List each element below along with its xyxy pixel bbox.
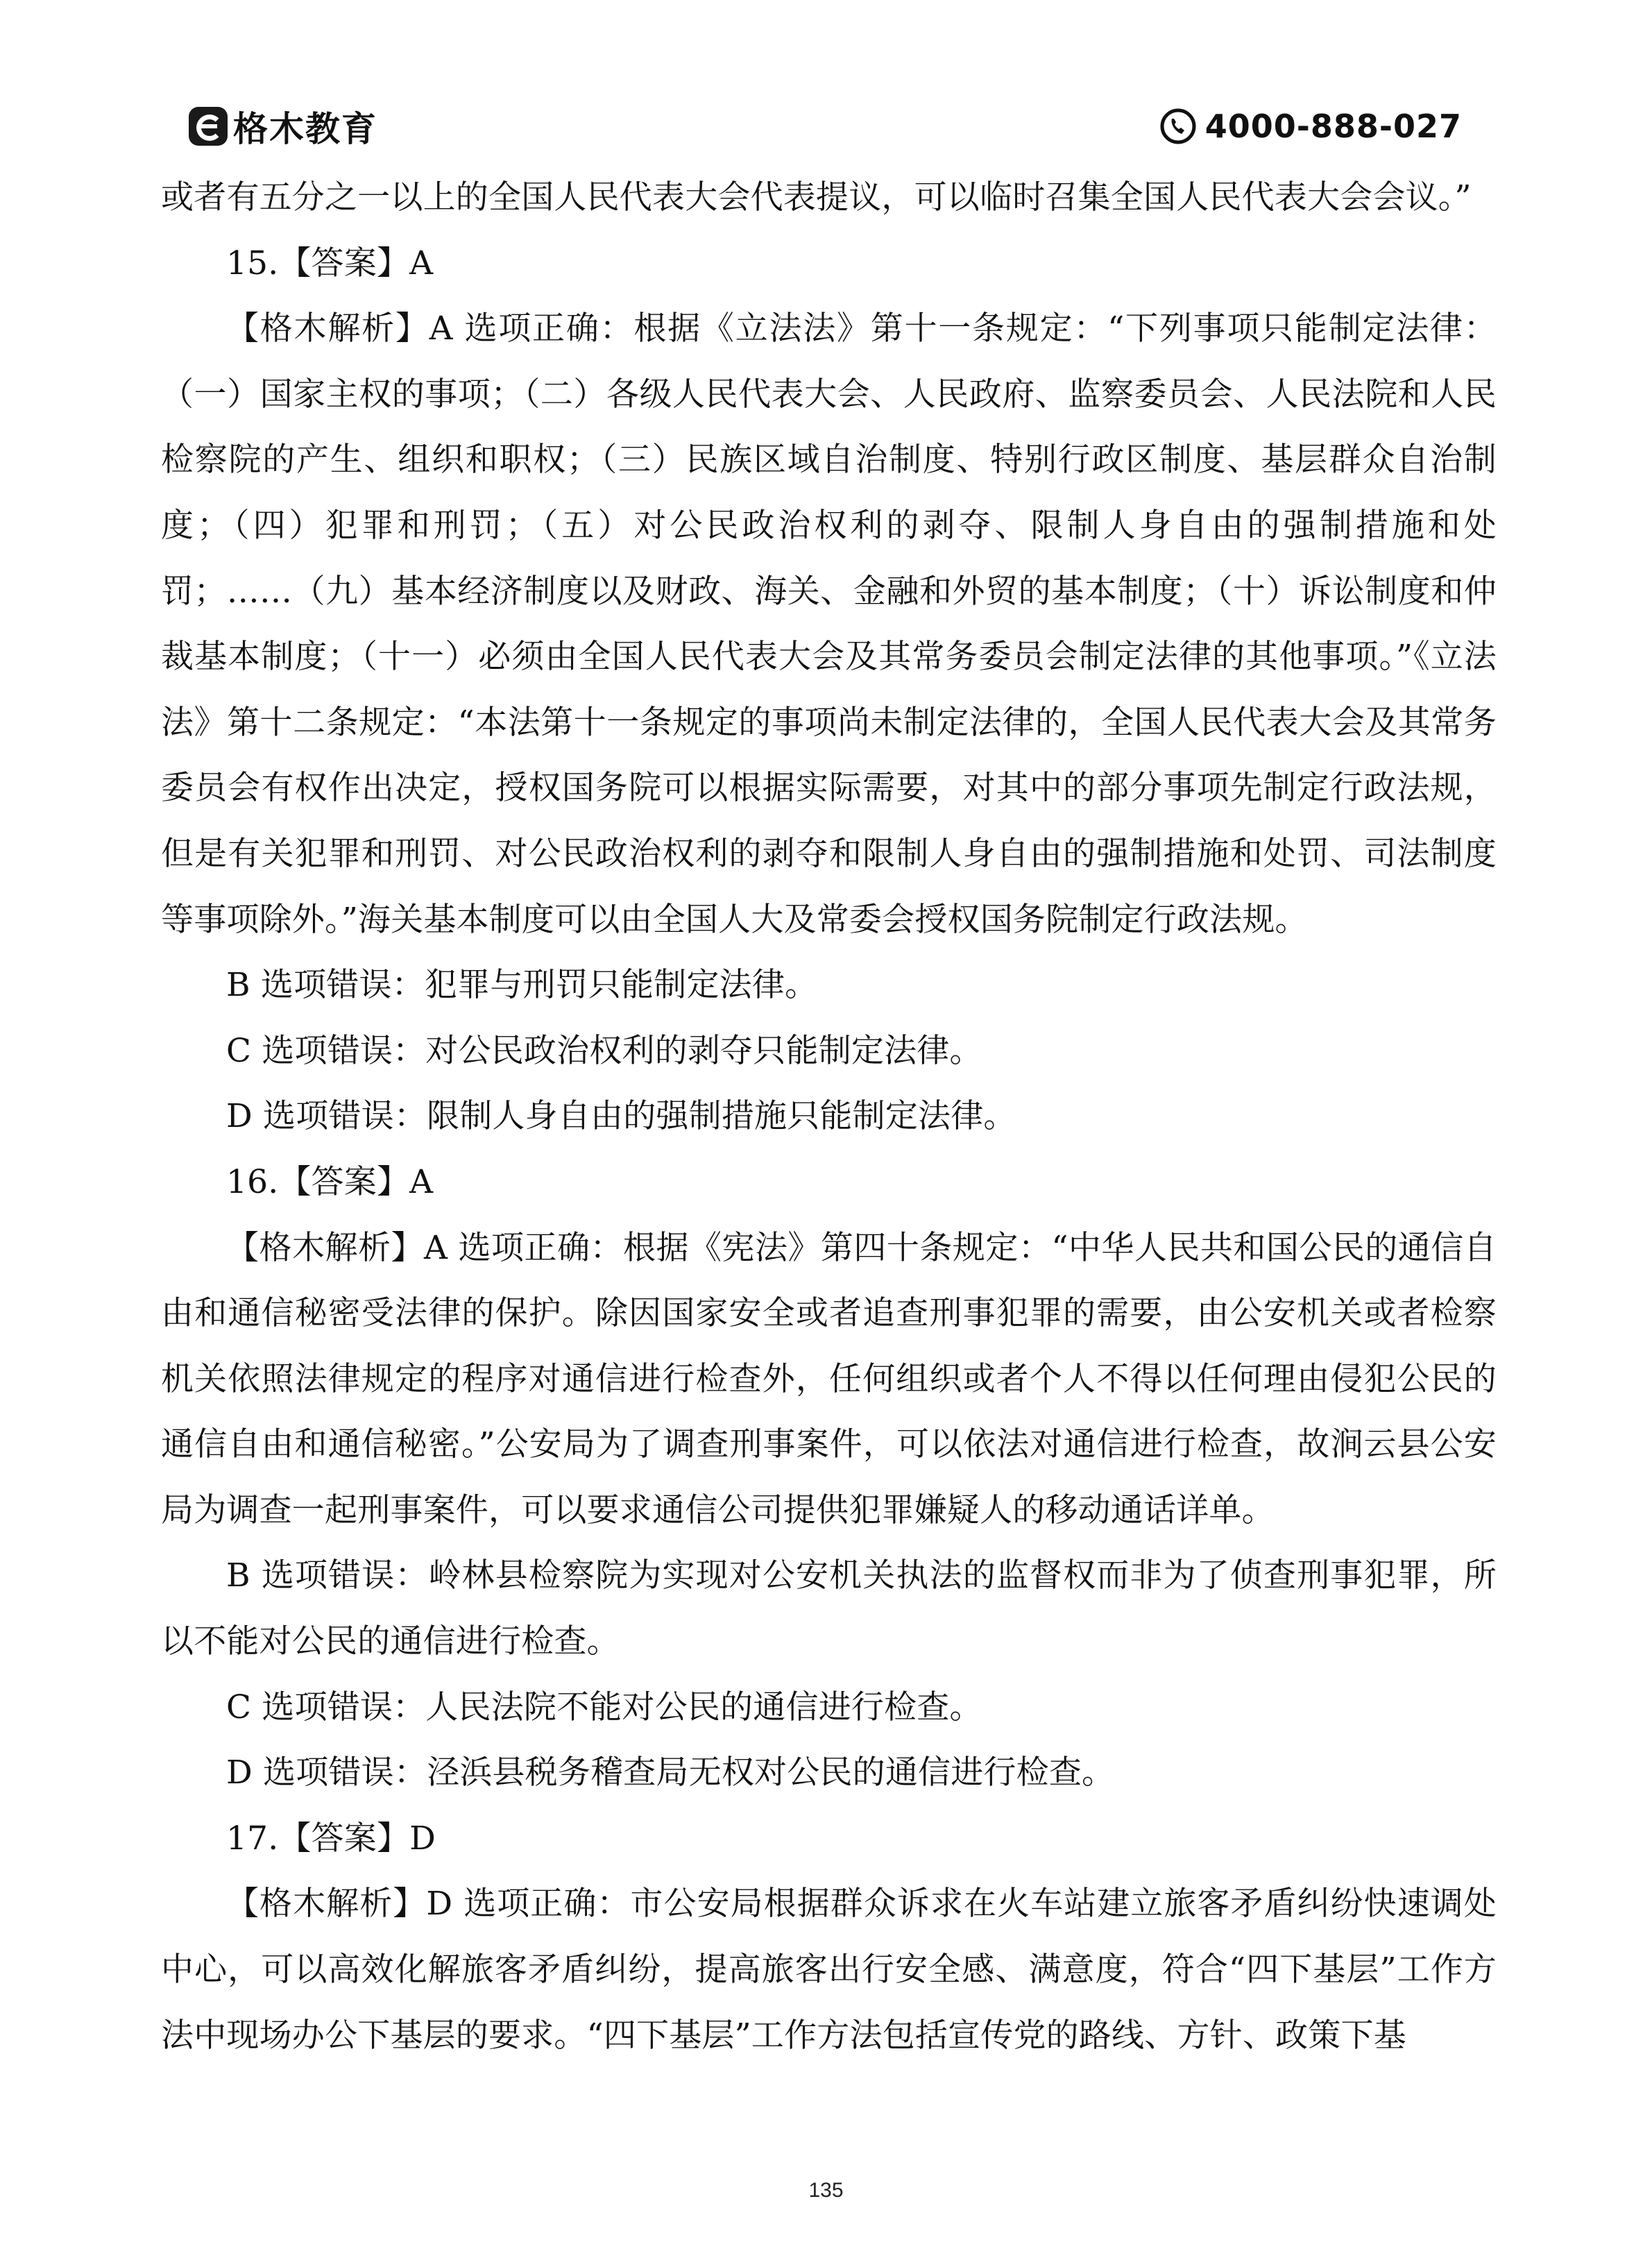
- option-b-15: B 选项错误：犯罪与刑罚只能制定法律。: [226, 966, 818, 1005]
- answer-16-heading: 16.【答案】A: [226, 1162, 434, 1201]
- phone-number: 4000-888-027: [1204, 108, 1462, 145]
- phone-icon: [1159, 108, 1197, 145]
- document-body: [161, 165, 1497, 2069]
- analysis-17-paragraph: 【格木解析】D 选项正确：市公安局根据群众诉求在火车站建立旅客矛盾纠纷快速调处中心，可以高效化解旅客矛盾纠纷，提高旅客出行安全感、满意度，符合“四下基层”工作方法中现场办公下基层的要求。“四下基层”工作方法包括宣传党的路线、方针、政策下基: [161, 1885, 1497, 2055]
- option-c-15: C 选项错误：对公民政治权利的剥夺只能制定法律。: [226, 1031, 982, 1070]
- brand-name: 格木教育: [233, 109, 377, 149]
- option-d-16: D 选项错误：泾浜县税务稽查局无权对公民的通信进行检查。: [226, 1753, 1115, 1792]
- answer-17-heading: 17.【答案】D: [226, 1819, 436, 1858]
- answer-15-heading: 15.【答案】A: [226, 244, 434, 282]
- e-logo-icon: [189, 107, 228, 146]
- option-d-15: D 选项错误：限制人身自由的强制措施只能制定法律。: [226, 1097, 1016, 1136]
- option-b-16: B 选项错误：岭林县检察院为实现对公安机关执法的监督权而非为了侦查刑事犯罪，所以不能对公民的通信进行检查。: [161, 1556, 1497, 1661]
- paragraph-continuation: 或者有五分之一以上的全国人民代表大会代表提议，可以临时召集全国人民代表大会会议。”: [161, 178, 1472, 216]
- page-header: [0, 0, 1652, 180]
- option-c-16: C 选项错误：人民法院不能对公民的通信进行检查。: [226, 1688, 982, 1726]
- analysis-15-paragraph: 【格木解析】A 选项正确：根据《立法法》第十一条规定：“下列事项只能制定法律：（一）国家主权的事项；（二）各级人民代表大会、人民政府、监察委员会、人民法院和人民检察院的产生、组织和职权；（三）民族区域自治制度、特别行政区制度、基层群众自治制度；（四）犯罪和刑罚；（五）对公民政治权利的剥夺、限制人身自由的强制措施和处罚；……（九）基本经济制度以及财政、海关、金融和外贸的基本制度；（十）诉讼制度和仲裁基本制度；（十一）必须由全国人民代表大会及其常务委员会制定法律的其他事项。”《立法法》第十二条规定：“本法第十一条规定的事项尚未制定法律的，全国人民代表大会及其常务委员会有权作出决定，授权国务院可以根据实际需要，对其中的部分事项先制定行政法规，但是有关犯罪和刑罚、对公民政治权利的剥夺和限制人身自由的强制措施和处罚、司法制度等事项除外。”海关基本制度可以由全国人大及常委会授权国务院制定行政法规。: [161, 309, 1497, 939]
- brand-logo: [189, 104, 377, 148]
- analysis-16-paragraph: 【格木解析】A 选项正确：根据《宪法》第四十条规定：“中华人民共和国公民的通信自由和通信秘密受法律的保护。除因国家安全或者追查刑事犯罪的需要，由公安机关或者检察机关依照法律规定的程序对通信进行检查外，任何组织或者个人不得以任何理由侵犯公民的通信自由和通信秘密。”公安局为了调查刑事案件，可以依法对通信进行检查，故涧云县公安局为调查一起刑事案件，可以要求通信公司提供犯罪嫌疑人的移动通话详单。: [161, 1228, 1497, 1529]
- hotline: [1159, 104, 1462, 148]
- page-number: 135: [808, 2179, 844, 2202]
